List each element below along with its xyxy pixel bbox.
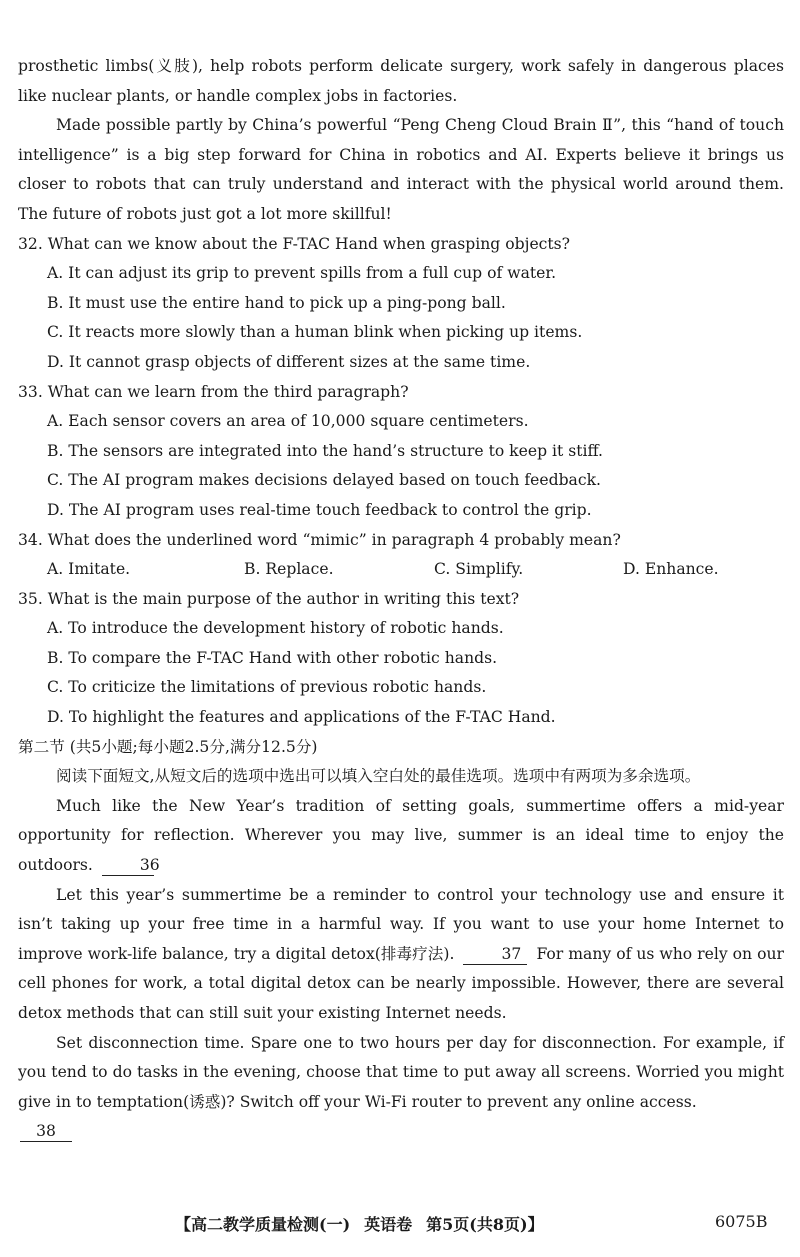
option-row	[18, 555, 784, 585]
cloze-text: Much like the New Year’s tradition of setting goals, summertime offers a mid-year opportunity for reflection. Wherever you may live, summer is an ideal time to enjoy the outdoors.	[18, 796, 784, 875]
option-c: C. To criticize the limitations of previous robotic hands.	[47, 678, 487, 697]
option-b: B. Replace.	[244, 560, 334, 579]
option-d: D. Enhance.	[623, 560, 719, 579]
option-b: B. The sensors are integrated into the hand’s structure to keep it stiff.	[47, 441, 603, 460]
blank-38: 38	[20, 1121, 72, 1142]
question-33	[18, 378, 784, 526]
question-stem: 32. What can we know about the F-TAC Hand when grasping objects?	[18, 234, 571, 253]
page-footer	[0, 1212, 800, 1238]
option-a: A. Each sensor covers an area of 10,000 square centimeters.	[47, 412, 529, 431]
page-body	[18, 52, 784, 1147]
blank-36: 36	[102, 855, 154, 876]
option-d: D. It cannot grasp objects of different sizes at the same time.	[47, 352, 531, 371]
footer-page-number: 第5页(共8页)】	[426, 1215, 544, 1234]
option-c: C. It reacts more slowly than a human blink when picking up items.	[47, 323, 583, 342]
footer-code: 6075B	[715, 1212, 768, 1231]
footer-title	[175, 1212, 544, 1235]
passage-paragraph: Made possible partly by China’s powerful “Peng Cheng Cloud Brain Ⅱ”, this “hand of touch intelligence” is a big step forward for China in robotics and AI. Experts believe it brings us closer to robots that can truly understand and interact with the physical world around them. The future of robots just got a lot more skillful!	[18, 116, 784, 223]
option-c: C. Simplify.	[434, 560, 524, 579]
option-b: B. It must use the entire hand to pick up a ping-pong ball.	[47, 293, 506, 312]
option-a: A. To introduce the development history of robotic hands.	[47, 619, 504, 638]
option-a: A. It can adjust its grip to prevent spills from a full cup of water.	[47, 264, 557, 283]
cloze-text: Let this year’s summertime be a reminder to control your technology use and ensure it isn’t taking up your free time in a harmful way. If you want to use your home Internet to improve work-life balance, try a digital detox(排毒疗法).	[18, 885, 784, 963]
option-c: C. The AI program makes decisions delayed based on touch feedback.	[47, 471, 601, 490]
footer-exam-name: 【高二教学质量检测(一)	[175, 1215, 351, 1234]
blank-38-line	[18, 1117, 784, 1147]
blank-37: 37	[463, 944, 527, 965]
section-heading: 第二节 (共5小题;每小题2.5分,满分12.5分)	[18, 737, 318, 756]
cloze-text: For many of us who rely on our cell phones for work, a total digital detox can be nearly impossible. However, there are several detox methods that can still suit your existing Internet needs.	[18, 944, 784, 1022]
option-a: A. Imitate.	[47, 560, 131, 579]
option-d: D. The AI program uses real-time touch feedback to control the grip.	[47, 500, 592, 519]
question-stem: 35. What is the main purpose of the author in writing this text?	[18, 589, 520, 608]
option-b: B. To compare the F-TAC Hand with other robotic hands.	[47, 648, 498, 667]
cloze-paragraph-2	[18, 881, 784, 1029]
cloze-paragraph-1	[18, 792, 784, 881]
cloze-paragraph-3: Set disconnection time. Spare one to two hours per day for disconnection. For example, if you tend to do tasks in the evening, choose that time to put away all screens. Worried you might give in to temptation(诱惑)? Switch off your Wi-Fi router to prevent any online access.	[18, 1033, 784, 1111]
question-32	[18, 230, 784, 378]
question-stem: 34. What does the underlined word “mimic” in paragraph 4 probably mean?	[18, 530, 621, 549]
option-d: D. To highlight the features and applications of the F-TAC Hand.	[47, 708, 556, 727]
question-35	[18, 585, 784, 733]
footer-subject: 英语卷	[364, 1215, 413, 1234]
section-instruction: 阅读下面短文,从短文后的选项中选出可以填入空白处的最佳选项。选项中有两项为多余选项。	[56, 767, 701, 786]
passage-paragraph-continued: prosthetic limbs(义肢), help robots perform delicate surgery, work safely in dangerous places like nuclear plants, or handle complex jobs in factories.	[18, 57, 784, 105]
question-stem: 33. What can we learn from the third paragraph?	[18, 382, 409, 401]
question-34	[18, 526, 784, 585]
